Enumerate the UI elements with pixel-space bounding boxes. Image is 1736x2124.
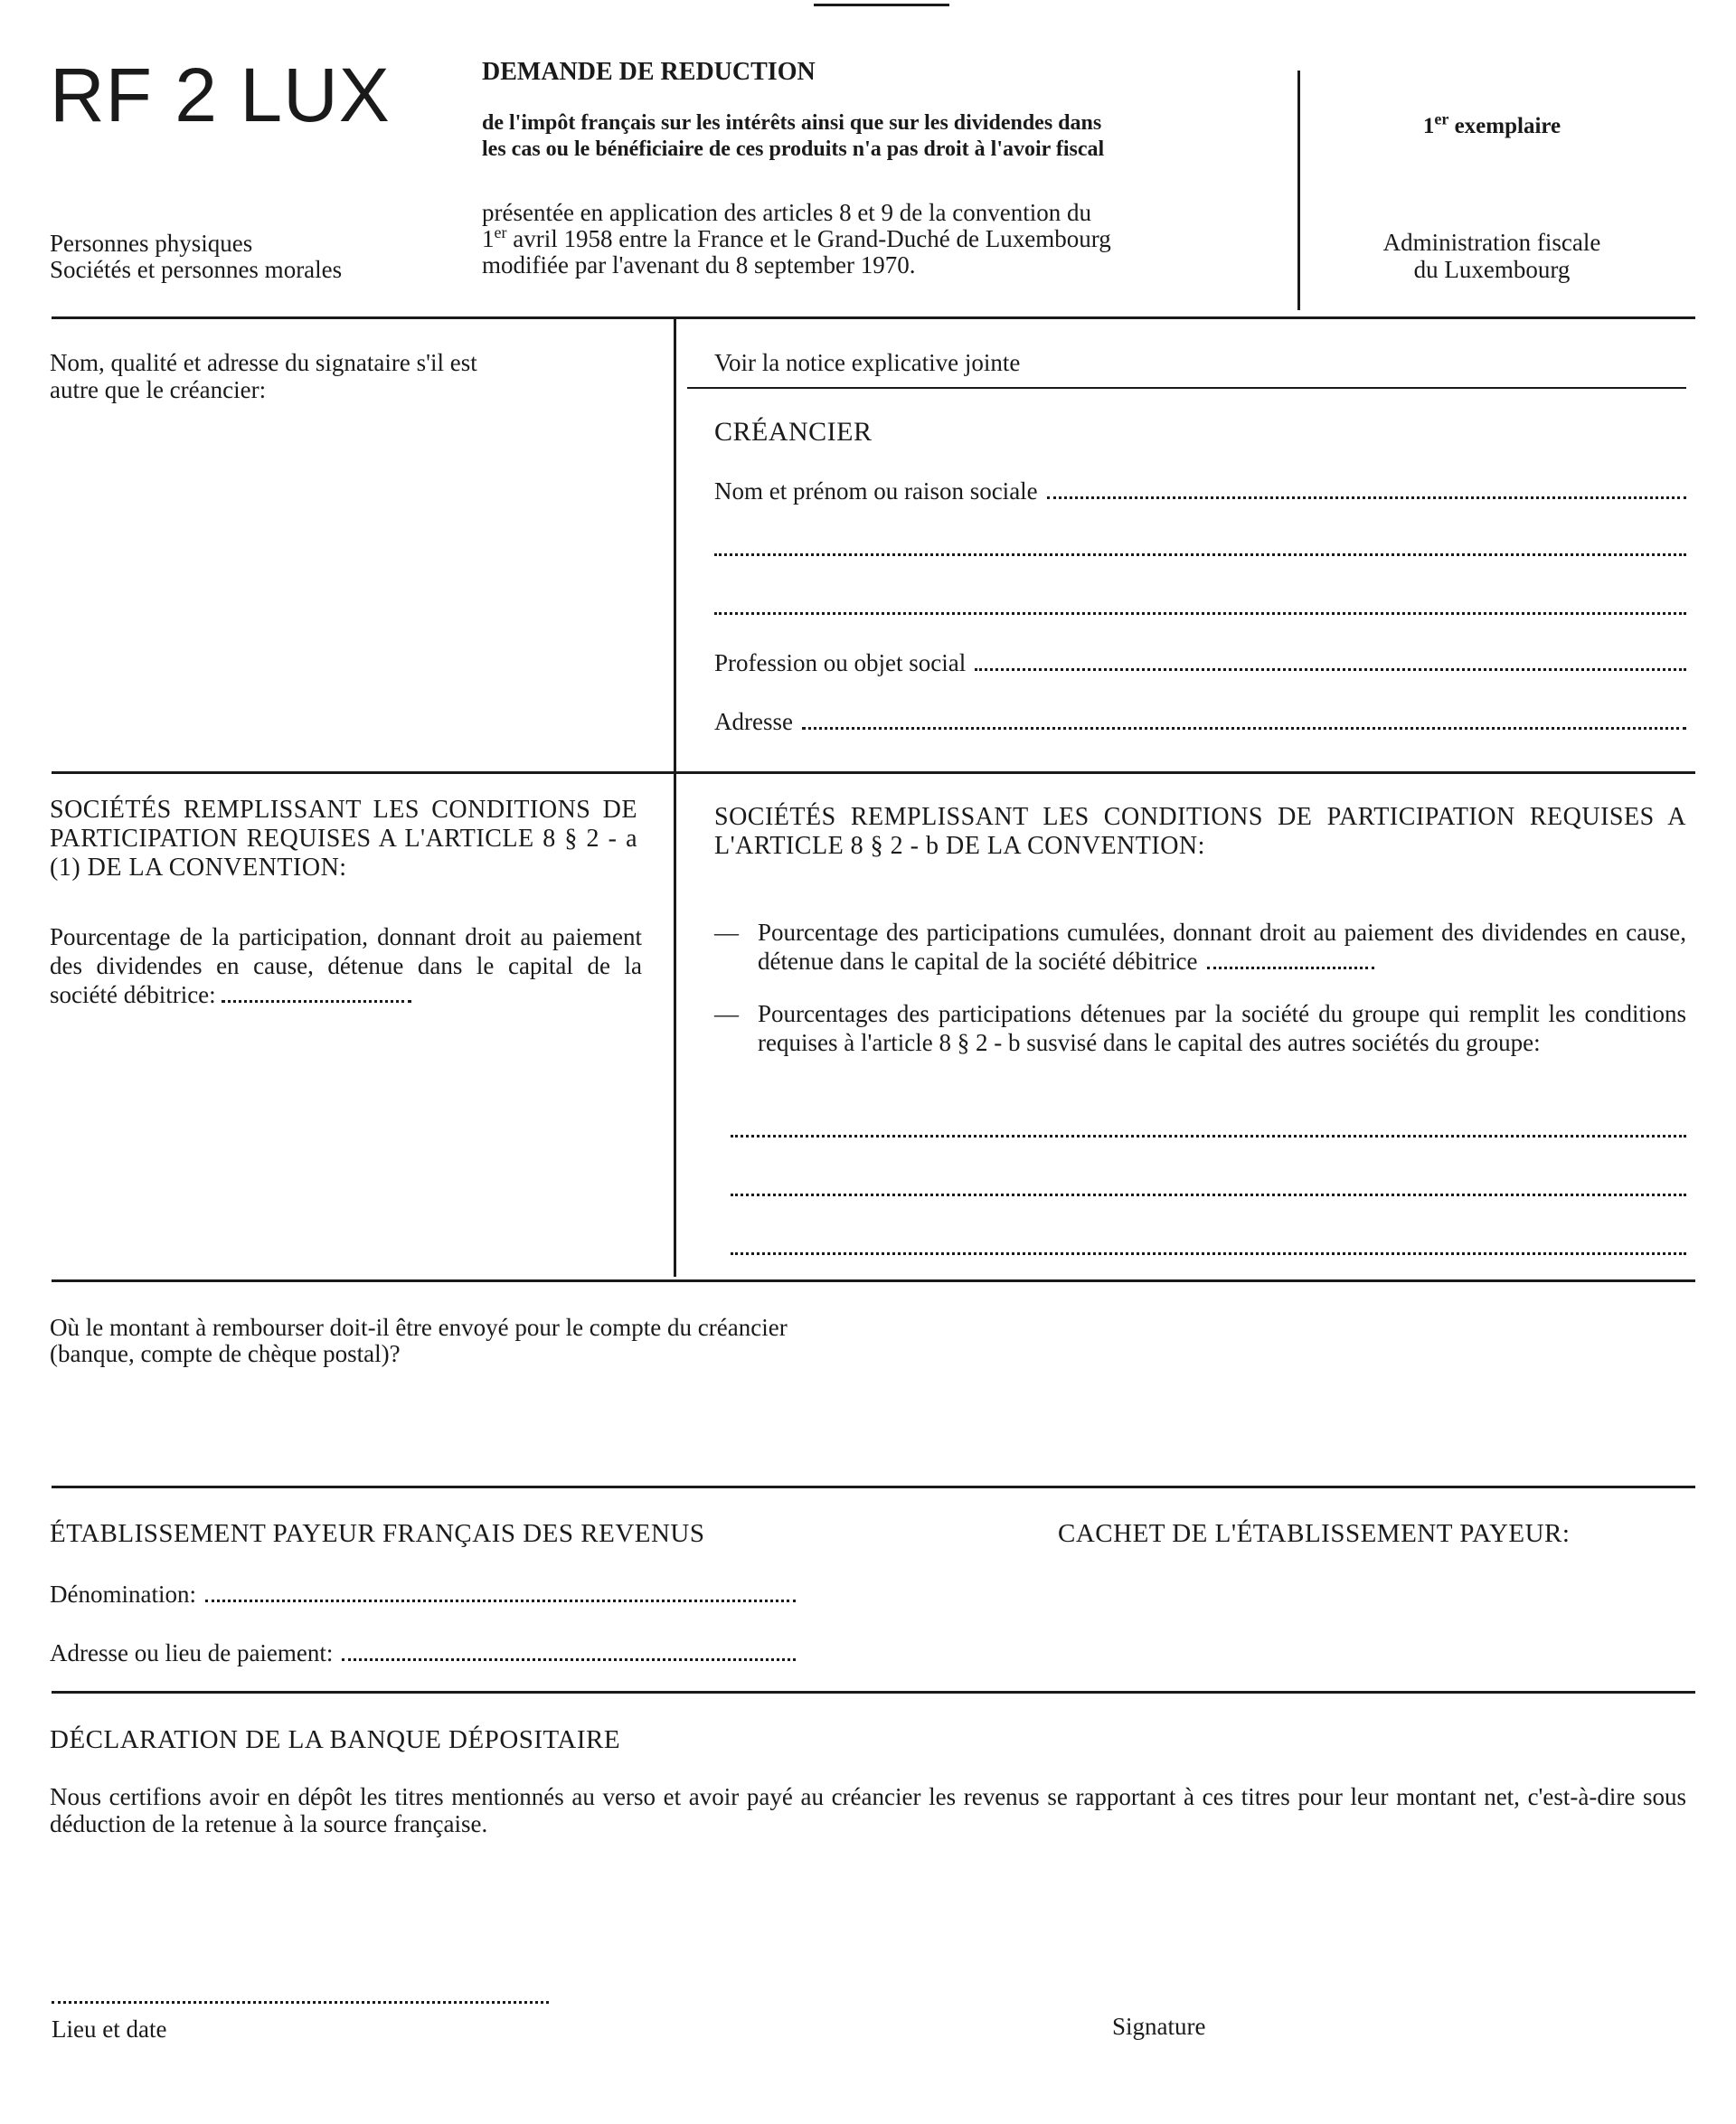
companies-b-item2: Pourcentages des participations détenues par la société du groupe qui remplit les conditions requises à l'article 8 § 2 - b susvisé dans le capital des autres sociétés du groupe: [758, 1000, 1686, 1056]
companies-a-dots[interactable] [222, 982, 411, 1003]
companies-b-item1: Pourcentage des participations cumulées, donnant droit au paiement des dividendes en cause, détenue dans le capital de la société débitrice [758, 919, 1686, 975]
payer-name-label: Dénomination: [50, 1581, 196, 1608]
top-rule [814, 4, 949, 6]
creditor-profession-dots [975, 648, 1686, 671]
creditor-heading: CRÉANCIER [714, 417, 873, 447]
persons-line2: Sociétés et personnes morales [50, 256, 343, 283]
form-subtitle-line2: les cas ou le bénéficiaire de ces produits n'a pas droit à l'avoir fiscal [482, 137, 1105, 161]
presented-line3: modifiée par l'avenant du 8 september 1970. [482, 251, 916, 278]
presented-line1: présentée en application des articles 8 et 9 de la convention du [482, 199, 1091, 226]
section-rule-payer [52, 1486, 1695, 1488]
signatory-label-line2: autre que le créancier: [50, 376, 267, 403]
creditor-address-label: Adresse [714, 708, 793, 735]
companies-b-line3[interactable] [731, 1252, 1686, 1255]
creditor-name-line2[interactable] [714, 553, 1686, 556]
form-subtitle-line1: de l'impôt français sur les intérêts ainsi que sur les dividendes dans [482, 111, 1102, 135]
admin-line2: du Luxembourg [1413, 256, 1571, 283]
place-date-line[interactable] [52, 2001, 549, 2004]
creditor-name-label: Nom et prénom ou raison sociale [714, 477, 1038, 505]
stamp-heading: CACHET DE L'ÉTABLISSEMENT PAYEUR: [1058, 1519, 1571, 1548]
creditor-profession-field[interactable] [714, 648, 1686, 677]
payer-name-dots [205, 1580, 796, 1602]
copy-number: 1er exemplaire [1422, 109, 1561, 138]
header-divider [1297, 71, 1300, 310]
companies-b-dash2: — [714, 1000, 739, 1027]
notice-rule [687, 387, 1686, 389]
companies-b-line1[interactable] [731, 1135, 1686, 1138]
creditor-address-dots [802, 707, 1686, 730]
creditor-profession-label: Profession ou objet social [714, 649, 967, 676]
creditor-address-field[interactable] [714, 707, 1686, 736]
form-code: RF 2 LUX [50, 52, 391, 137]
presented-line2: 1er avril 1958 entre la France et le Grand-Duché de Luxembourg [482, 223, 1111, 252]
creditor-name-dots [1047, 477, 1686, 499]
section-rule-bank [52, 1691, 1695, 1694]
header-bottom-rule [52, 316, 1695, 319]
signature-label: Signature [1112, 2013, 1206, 2040]
companies-b-line2[interactable] [731, 1194, 1686, 1196]
payer-name-field[interactable] [50, 1580, 796, 1609]
left-column-divider [674, 318, 676, 1277]
companies-a-heading: SOCIÉTÉS REMPLISSANT LES CONDITIONS DE PARTICIPATION REQUISES A L'ARTICLE 8 § 2 - a (1) DE LA CONVENTION: [50, 796, 637, 882]
bank-statement: Nous certifions avoir en dépôt les titres mentionnés au verso et avoir payé au créancier les revenus se rapportant à ces titres pour leur montant net, c'est-à-dire sous déduction de la retenue à la source française. [50, 1783, 1686, 1837]
creditor-name-field[interactable] [714, 477, 1686, 505]
companies-b-heading: SOCIÉTÉS REMPLISSANT LES CONDITIONS DE PARTICIPATION REQUISES A L'ARTICLE 8 § 2 - b DE LA CONVENTION: [714, 803, 1686, 860]
companies-b-dash1: — [714, 919, 739, 946]
notice-reference: Voir la notice explicative jointe [714, 349, 1021, 376]
form-title: DEMANDE DE REDUCTION [482, 58, 816, 86]
refund-question-line1: Où le montant à rembourser doit-il être envoyé pour le compte du créancier [50, 1314, 788, 1341]
section-rule-refund [52, 1279, 1695, 1282]
payer-address-label: Adresse ou lieu de paiement: [50, 1639, 334, 1666]
companies-b-item1-dots[interactable] [1207, 949, 1374, 969]
companies-a-text: Pourcentage de la participation, donnant droit au paiement des dividendes en cause, détenue dans le capital de la société débitrice: [50, 923, 642, 1008]
signatory-label-line1: Nom, qualité et adresse du signataire s'il est [50, 349, 477, 376]
place-date-label: Lieu et date [52, 2015, 167, 2043]
bank-heading: DÉCLARATION DE LA BANQUE DÉPOSITAIRE [50, 1725, 621, 1754]
payer-address-field[interactable] [50, 1638, 796, 1667]
refund-question-line2: (banque, compte de chèque postal)? [50, 1340, 401, 1367]
payer-heading: ÉTABLISSEMENT PAYEUR FRANÇAIS DES REVENUS [50, 1519, 705, 1548]
admin-line1: Administration fiscale [1382, 229, 1601, 256]
section-rule-companies [52, 771, 1695, 774]
creditor-name-line3[interactable] [714, 612, 1686, 615]
payer-address-dots [342, 1638, 796, 1661]
persons-line1: Personnes physiques [50, 230, 253, 257]
